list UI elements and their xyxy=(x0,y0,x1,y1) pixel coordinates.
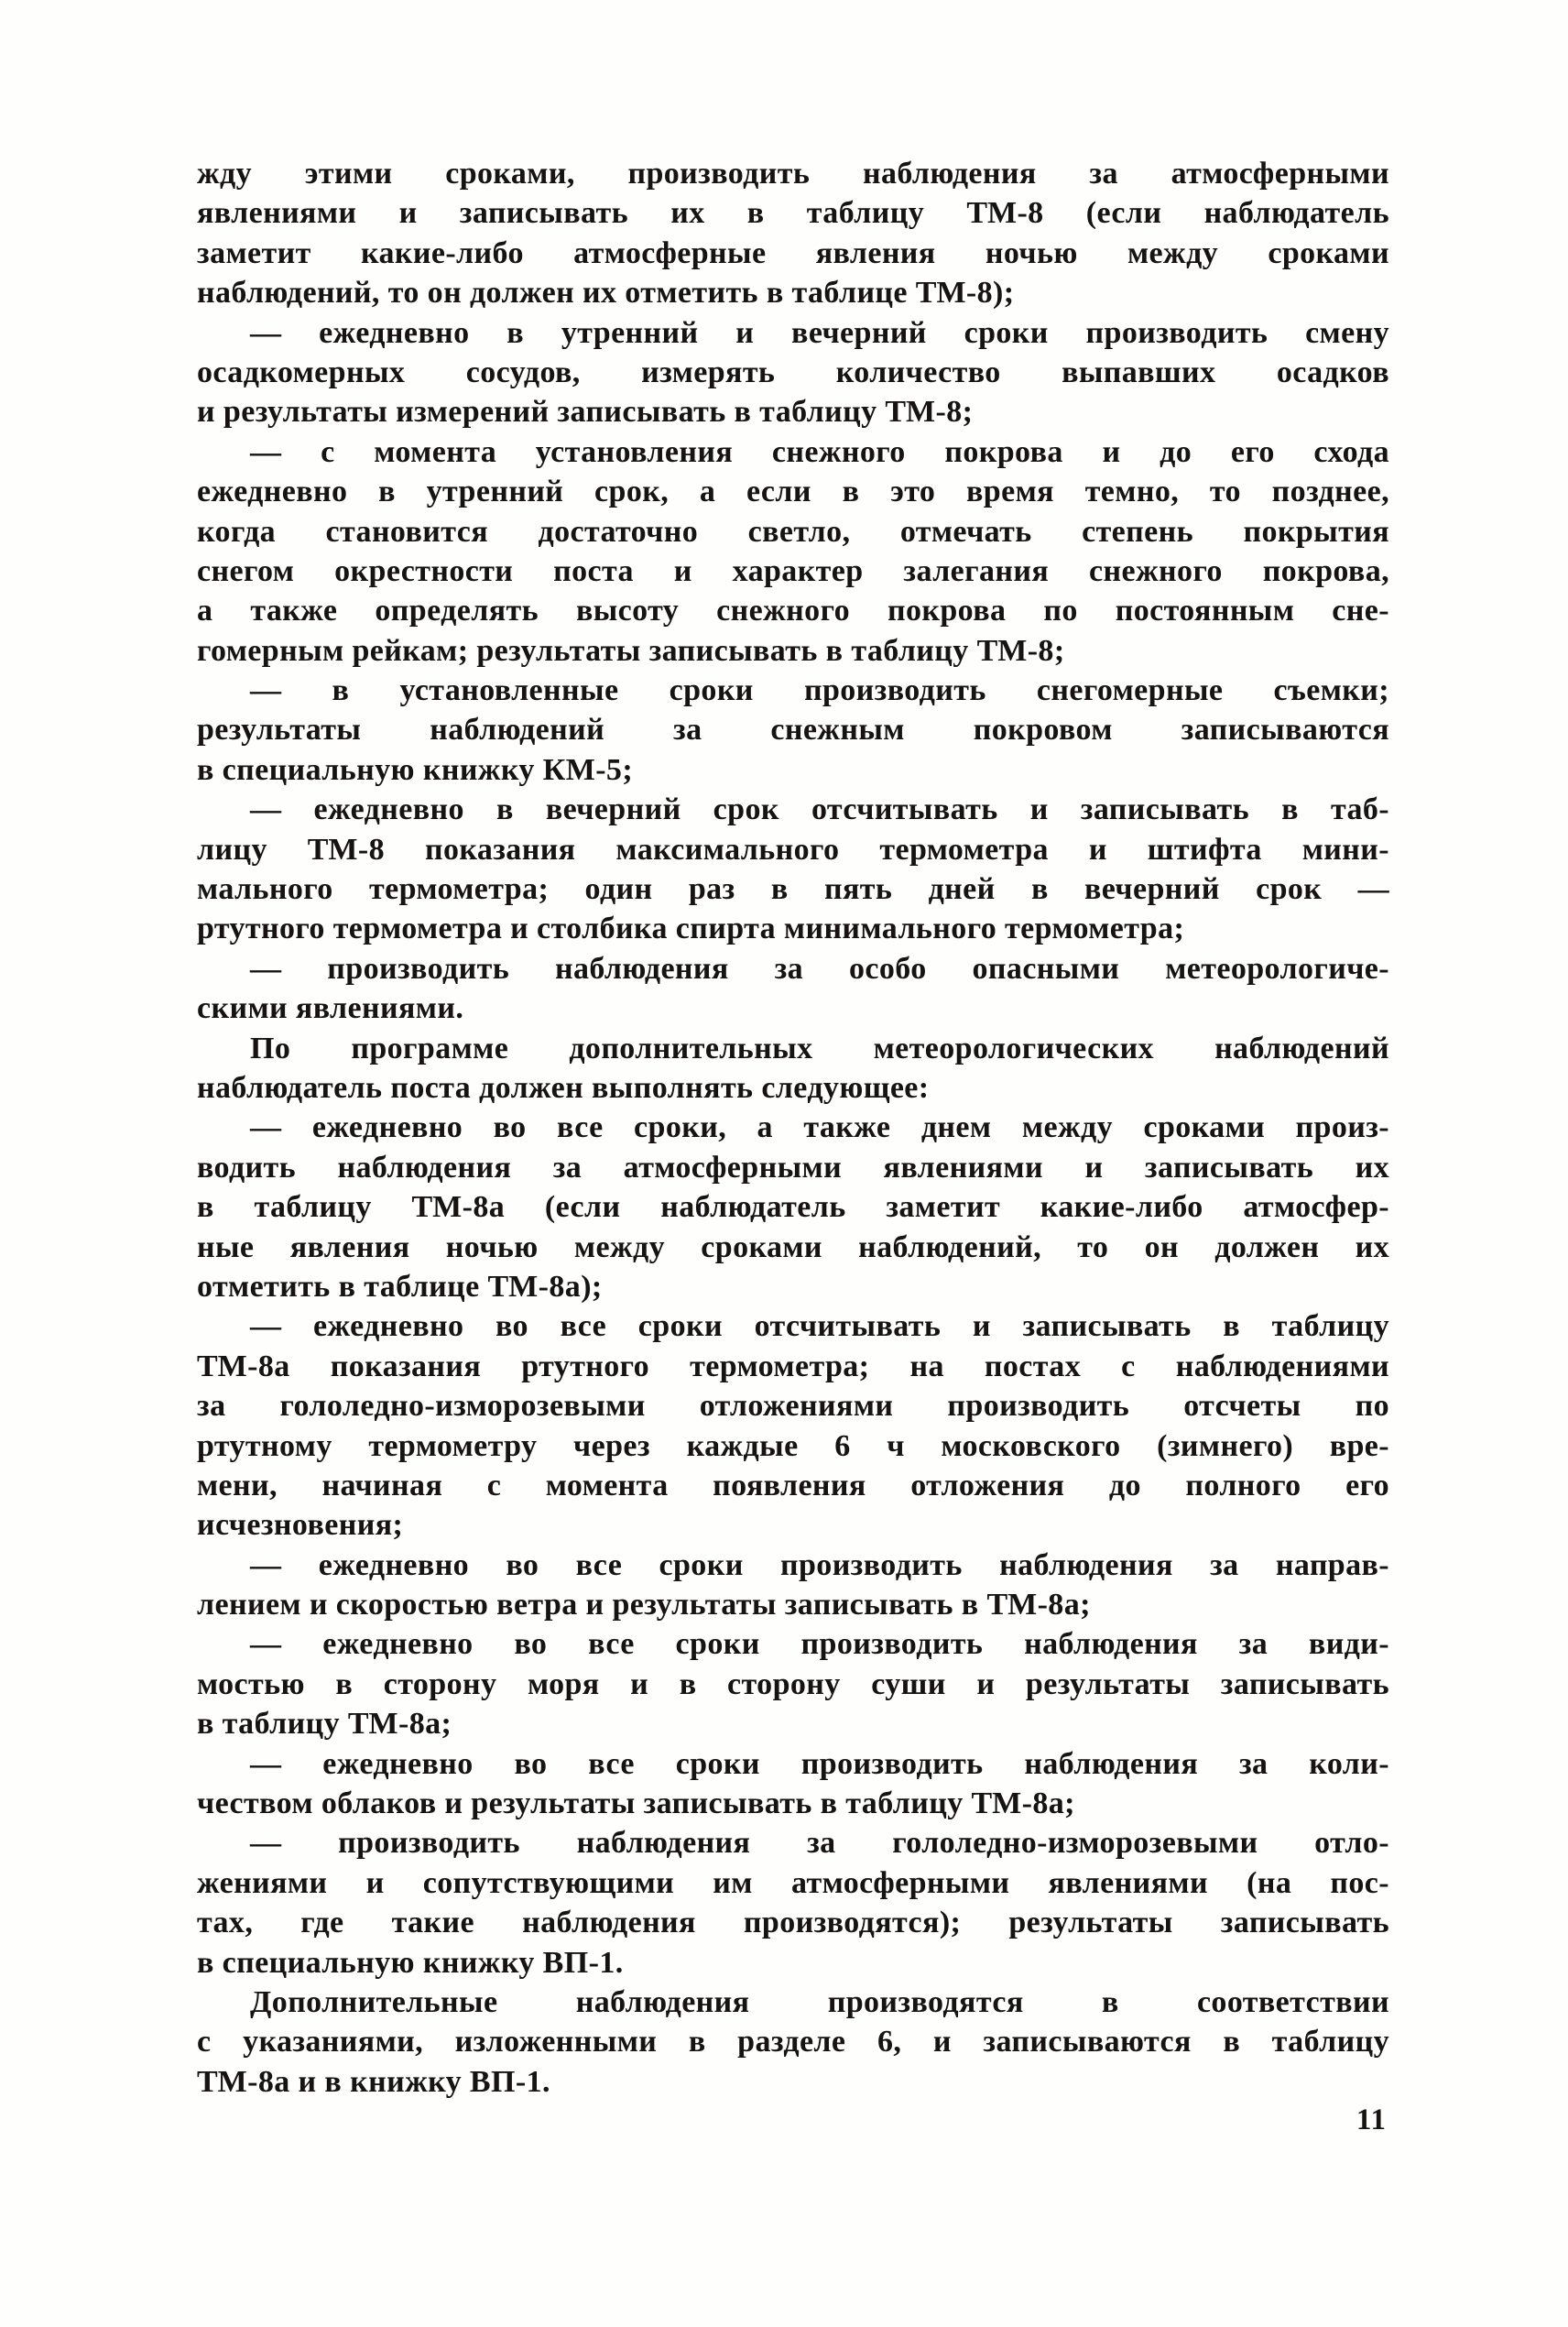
text-line: результаты наблюдений за снежным покровом записываются xyxy=(197,713,1389,748)
text-line: скими явлениями. xyxy=(197,991,464,1026)
text-block xyxy=(197,154,1389,2102)
text-line: за гололедно-изморозевыми отложениями производить отсчеты по xyxy=(197,1389,1389,1424)
text-line: — производить наблюдения за гололедно-изморозевыми отло- xyxy=(250,1826,1389,1861)
text-line: — ежедневно во все сроки производить наблюдения за направ- xyxy=(250,1547,1389,1582)
text-line: мального термометра; один раз в пять дней в вечерний срок — xyxy=(197,872,1389,907)
text-line: заметит какие-либо атмосферные явления ночью между сроками xyxy=(197,235,1389,270)
text-line: лицу ТМ-8 показания максимального термометра и штифта мини- xyxy=(197,832,1389,867)
text-line: ные явления ночью между сроками наблюдений, то он должен их xyxy=(197,1229,1389,1264)
text-line: — ежедневно в утренний и вечерний сроки производить смену xyxy=(250,315,1389,350)
text-line: отметить в таблице ТМ-8а); xyxy=(197,1269,603,1304)
text-line: — ежедневно во все сроки, а также днем между сроками произ- xyxy=(250,1110,1389,1145)
text-line: в таблицу ТМ-8а; xyxy=(197,1707,452,1742)
text-line: водить наблюдения за атмосферными явлениями и записывать их xyxy=(197,1150,1389,1185)
text-line: в специальную книжку ВП-1. xyxy=(197,1945,624,1980)
text-line: — ежедневно в вечерний срок отсчитывать и записывать в таб- xyxy=(250,792,1389,827)
text-line: исчезновения; xyxy=(197,1508,404,1543)
text-line: ежедневно в утренний срок, а если в это время темно, то позднее, xyxy=(197,475,1389,509)
text-line: — ежедневно во все сроки производить наблюдения за види- xyxy=(250,1627,1389,1662)
text-line: — ежедневно во все сроки отсчитывать и записывать в таблицу xyxy=(250,1309,1389,1344)
text-line: Дополнительные наблюдения производятся в соответствии xyxy=(250,1984,1389,2019)
text-line: осадкомерных сосудов, измерять количество выпавших осадков xyxy=(197,355,1389,389)
text-line: снегом окрестности поста и характер залегания снежного покрова, xyxy=(197,553,1389,588)
text-line: а также определять высоту снежного покрова по постоянным сне- xyxy=(197,594,1389,628)
text-line: ТМ-8а и в книжку ВП-1. xyxy=(197,2064,550,2099)
text-line: наблюдатель поста должен выполнять следующее: xyxy=(197,1070,930,1105)
text-line: гомерным рейкам; результаты записывать в таблицу ТМ-8; xyxy=(197,633,1065,668)
text-line: мени, начиная с момента появления отложения до полного его xyxy=(197,1468,1389,1502)
text-line: тах, где такие наблюдения производятся); результаты записывать xyxy=(197,1906,1389,1940)
text-line: с указаниями, изложенными в разделе 6, и записываются в таблицу xyxy=(197,2025,1389,2059)
text-line: — в установленные сроки производить снегомерные съемки; xyxy=(250,673,1389,708)
text-line: — с момента установления снежного покрова и до его схода xyxy=(250,434,1389,469)
text-line: ТМ-8а показания ртутного термометра; на постах с наблюдениями xyxy=(197,1349,1389,1383)
text-line: лением и скоростью ветра и результаты записывать в ТМ-8а; xyxy=(197,1588,1091,1622)
text-line: в таблицу ТМ-8а (если наблюдатель заметит какие-либо атмосфер- xyxy=(197,1190,1389,1225)
text-line: когда становится достаточно светло, отмечать степень покрытия xyxy=(197,514,1389,549)
text-line: ртутного термометра и столбика спирта минимального термометра; xyxy=(197,912,1185,946)
text-line: мостью в сторону моря и в сторону суши и результаты записывать xyxy=(197,1666,1389,1701)
text-line: в специальную книжку КМ-5; xyxy=(197,752,634,787)
text-line: — производить наблюдения за особо опасными метеорологиче- xyxy=(250,951,1389,986)
text-line: явлениями и записывать их в таблицу ТМ-8 (если наблюдатель xyxy=(197,196,1389,231)
page-number: 11 xyxy=(1356,2103,1387,2136)
text-line: — ежедневно во все сроки производить наблюдения за коли- xyxy=(250,1746,1389,1781)
text-line: ртутному термометру через каждые 6 ч московского (зимнего) вре- xyxy=(197,1428,1389,1463)
text-line: По программе дополнительных метеорологических наблюдений xyxy=(250,1031,1389,1065)
text-line: и результаты измерений записывать в таблицу ТМ-8; xyxy=(197,395,974,430)
text-line: жениями и сопутствующими им атмосферными явлениями (на пос- xyxy=(197,1865,1389,1900)
text-line: чеством облаков и результаты записывать в таблицу ТМ-8а; xyxy=(197,1786,1075,1821)
text-line: жду этими сроками, производить наблюдения за атмосферными xyxy=(197,157,1389,191)
text-line: наблюдений, то он должен их отметить в таблице ТМ-8); xyxy=(197,276,1015,311)
